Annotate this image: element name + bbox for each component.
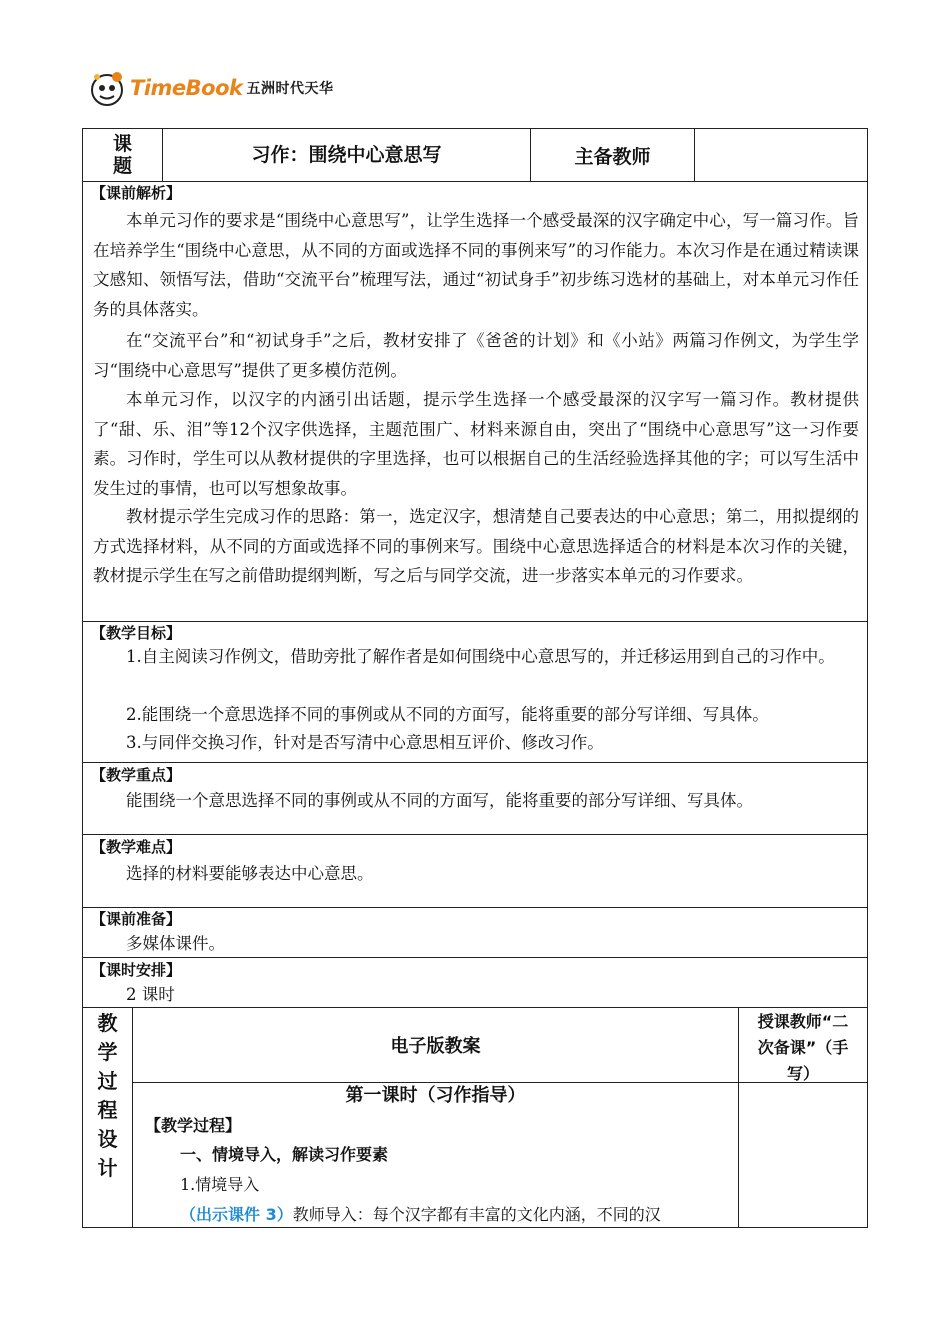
- schedule-heading: 【课时安排】: [91, 961, 182, 979]
- goal-item: 2.能围绕一个意思选择不同的事例或从不同的方面写，能将重要的部分写详细、写具体。: [126, 705, 769, 724]
- side-char: 过: [97, 1069, 118, 1093]
- logo-brand: TimeBook: [130, 76, 243, 100]
- lesson-title-text: 习作：围绕中心意思写: [251, 143, 442, 166]
- main-teacher-label-text: 主备教师: [574, 145, 651, 168]
- main-teacher-label: [531, 129, 694, 181]
- pre-analysis-heading: 【课前解析】: [91, 184, 182, 202]
- side-char: 程: [97, 1098, 118, 1122]
- goal-item: 1.自主阅读习作例文，借助旁批了解作者是如何围绕中心意思写的，并迁移运用到自己的习作中。: [126, 647, 835, 666]
- preparation-heading: 【课前准备】: [91, 910, 182, 928]
- process-right-header: [750, 1009, 856, 1087]
- process-main-header: [133, 1008, 738, 1082]
- process-right-header-text: 授课教师“二次备课”（手写）: [757, 1012, 849, 1083]
- process-side-label: [83, 1009, 132, 1183]
- courseware-tag: （出示课件 3）: [180, 1205, 293, 1224]
- pre-analysis-paragraph: 教材提示学生完成习作的思路：第一，选定汉字，想清楚自己要表达的中心意思；第二，用拟提纲的方式选择材料，从不同的方面或选择不同的事例来写。围绕中心意思选择适合的材料是本次习作的关键，教材提示学生在写之前借助提纲判断，写之后与同学交流，进一步落实本单元的习作要求。: [93, 507, 859, 585]
- process-heading: 【教学过程】: [145, 1116, 242, 1135]
- logo: [88, 68, 333, 108]
- lesson-plan-table: [82, 128, 868, 1228]
- step1-paragraph: [180, 1203, 736, 1227]
- main-teacher-value: [695, 129, 867, 181]
- difficulties-heading: 【教学难点】: [91, 838, 182, 856]
- pre-analysis-paragraph: 在“交流平台”和“初试身手”之后，教材安排了《爸爸的计划》和《小站》两篇习作例文，为学生学习“围绕中心意思写”提供了更多模仿范例。: [93, 331, 859, 380]
- goal-item: 3.与同伴交换习作，针对是否写清中心意思相互评价、修改习作。: [126, 733, 604, 752]
- difficulties-text: 选择的材料要能够表达中心意思。: [126, 864, 374, 883]
- key-points-text: 能围绕一个意思选择不同的事例或从不同的方面写，能将重要的部分写详细、写具体。: [126, 791, 753, 810]
- lesson-title: [163, 129, 530, 177]
- timebook-logo-icon: [88, 69, 126, 107]
- lesson-section-title: 第一课时（习作指导）: [345, 1085, 526, 1106]
- step1-text: 教师导入：每个汉字都有丰富的文化内涵，不同的汉: [292, 1205, 661, 1224]
- key-points-heading: 【教学重点】: [91, 766, 182, 784]
- side-char: 教: [97, 1011, 118, 1035]
- side-char: 学: [97, 1040, 118, 1064]
- side-char: 计: [97, 1156, 118, 1180]
- topic-label-text: 课题: [112, 133, 132, 177]
- pre-analysis-paragraph: 本单元习作，以汉字的内涵引出话题，提示学生选择一个感受最深的汉字写一篇习作。教材提供了“甜、乐、泪”等12个汉字供选择，主题范围广、材料来源自由，突出了“围绕中心意思写”这一习作要素。习作时，学生可以从教材提供的字里选择，也可以根据自己的生活经验选择其他的字；可以写生活中发生过的事情，也可以写想象故事。: [93, 390, 859, 498]
- step1-subtitle: 1.情境导入: [180, 1175, 260, 1194]
- logo-subtitle: 五洲时代天华: [246, 81, 334, 97]
- side-char: 设: [97, 1127, 118, 1151]
- process-main-header-text: 电子版教案: [390, 1036, 481, 1057]
- topic-label: [83, 129, 162, 181]
- schedule-text: 2 课时: [126, 985, 175, 1004]
- preparation-text: 多媒体课件。: [126, 934, 225, 953]
- pre-analysis-paragraph: 本单元习作的要求是“围绕中心意思写”，让学生选择一个感受最深的汉字确定中心，写一篇习作。旨在培养学生“围绕中心意思，从不同的方面或选择不同的事例来写”的习作能力。本次习作是在通过精读课文感知、领悟写法，借助“交流平台”梳理写法，通过“初试身手”初步练习选材的基础上，对本单元习作任务的具体落实。: [93, 211, 859, 319]
- goals-heading: 【教学目标】: [91, 624, 182, 642]
- step1-title: 一、情境导入，解读习作要素: [180, 1145, 389, 1164]
